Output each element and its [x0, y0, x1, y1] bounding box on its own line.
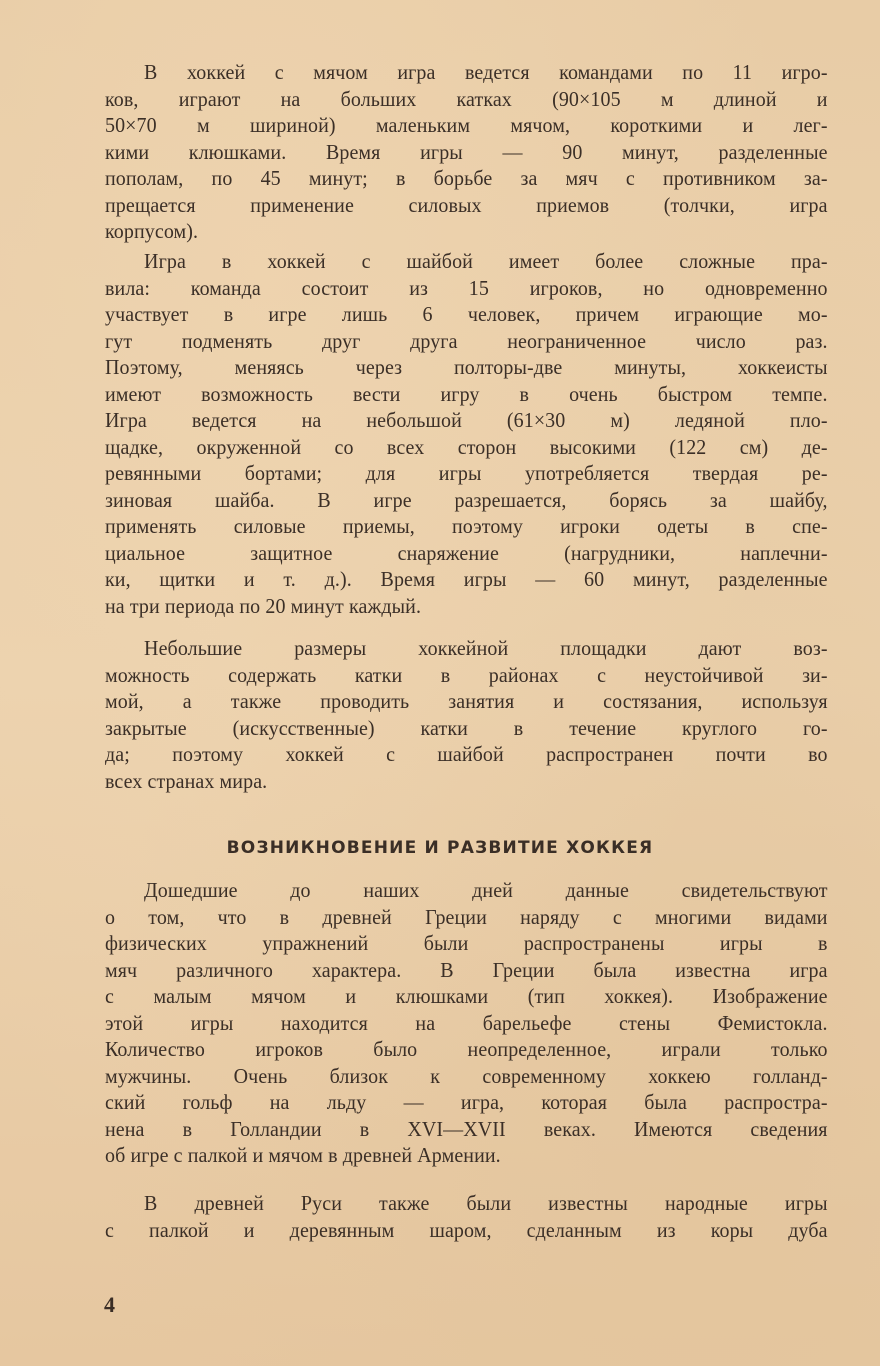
text-line: ревянными бортами; для игры употребляется твердая ре- [105, 461, 828, 485]
text-line: 50×70 м шириной) маленьким мячом, короткими и лег- [105, 113, 828, 137]
text-line: об игре с палкой и мячом в древней Армении. [105, 1143, 501, 1167]
text-line: ков, играют на больших катках (90×105 м длиной и [105, 86, 828, 111]
text-line: на три периода по 20 минут каждый. [105, 593, 422, 618]
text-line: имеют возможность вести игру в очень быстром темпе. [105, 381, 828, 406]
paragraph-ice-hockey-rules [105, 248, 828, 619]
text-line: да; поэтому хоккей с шайбой распространен почти во [105, 742, 828, 766]
text-line: гут подменять друг друга неограниченное число раз. [105, 328, 828, 353]
paragraph-bandy-rules [105, 59, 828, 245]
text-line: этой игры находится на барельефе стены Фемистокла. [105, 1010, 828, 1035]
text-line: физических упражнений были распространены игры в [105, 931, 828, 955]
text-line: о том, что в древней Греции наряду с многими видами [105, 904, 828, 929]
paragraph-history-greece [105, 877, 828, 1169]
text-line: щадке, окруженной со всех сторон высокими (122 см) де- [105, 434, 828, 459]
text-line: можность содержать катки в районах с неустойчивой зи- [105, 662, 828, 687]
text-line: участвует в игре лишь 6 человек, причем играющие мо- [105, 302, 828, 326]
text-line: В древней Руси также были известны народные игры [144, 1191, 828, 1215]
text-line: мяч различного характера. В Греции была известна игра [105, 957, 828, 982]
page-number: 4 [104, 1292, 115, 1317]
text-line: Дошедшие до наших дней данные свидетельствуют [144, 878, 828, 902]
text-line: кими клюшками. Время игры — 90 минут, разделенные [105, 139, 828, 164]
text-line: ки, щитки и т. д.). Время игры — 60 минут, разделенные [105, 567, 828, 591]
text-line: корпусом). [105, 219, 199, 243]
text-line: прещается применение силовых приемов (толчки, игра [105, 192, 828, 217]
text-line: мужчины. Очень близок к современному хоккею голланд- [105, 1063, 828, 1088]
text-line: с малым мячом и клюшками (тип хоккея). Изображение [105, 984, 828, 1008]
text-line: циальное защитное снаряжение (нагрудники, наплечни- [105, 540, 828, 565]
text-line: Небольшие размеры хоккейной площадки дают воз- [144, 636, 828, 660]
text-line: мой, а также проводить занятия и состязания, используя [105, 689, 828, 713]
text-line: Игра в хоккей с шайбой имеет более сложные пра- [144, 249, 828, 273]
text-line: Количество игроков было неопределенное, играли только [105, 1037, 828, 1061]
text-line: Игра ведется на небольшой (61×30 м) ледяной пло- [105, 408, 828, 432]
paragraph-history-rus [105, 1190, 828, 1243]
text-line: закрытые (искусственные) катки в течение круглого го- [105, 715, 828, 740]
text-line: с палкой и деревянным шаром, сделанным из коры дуба [105, 1217, 828, 1242]
text-line: Поэтому, меняясь через полторы-две минуты, хоккеисты [105, 355, 828, 379]
paragraph-rink-size [105, 635, 828, 794]
text-line: всех странах мира. [105, 768, 268, 793]
text-line: пополам, по 45 минут; в борьбе за мяч с противником за- [105, 166, 828, 190]
text-line: В хоккей с мячом игра ведется командами по 11 игро- [144, 60, 828, 84]
text-line: вила: команда состоит из 15 игроков, но одновременно [105, 275, 828, 300]
text-line: применять силовые приемы, поэтому игроки одеты в спе- [105, 514, 828, 538]
text-line: зиновая шайба. В игре разрешается, борясь за шайбу, [105, 487, 828, 512]
text-line: нена в Голландии в XVI—XVII веках. Имеются сведения [105, 1116, 828, 1141]
text-line: ский гольф на льду — игра, которая была распростра- [105, 1090, 828, 1114]
section-heading: ВОЗНИКНОВЕНИЕ И РАЗВИТИЕ ХОККЕЯ [226, 838, 654, 858]
